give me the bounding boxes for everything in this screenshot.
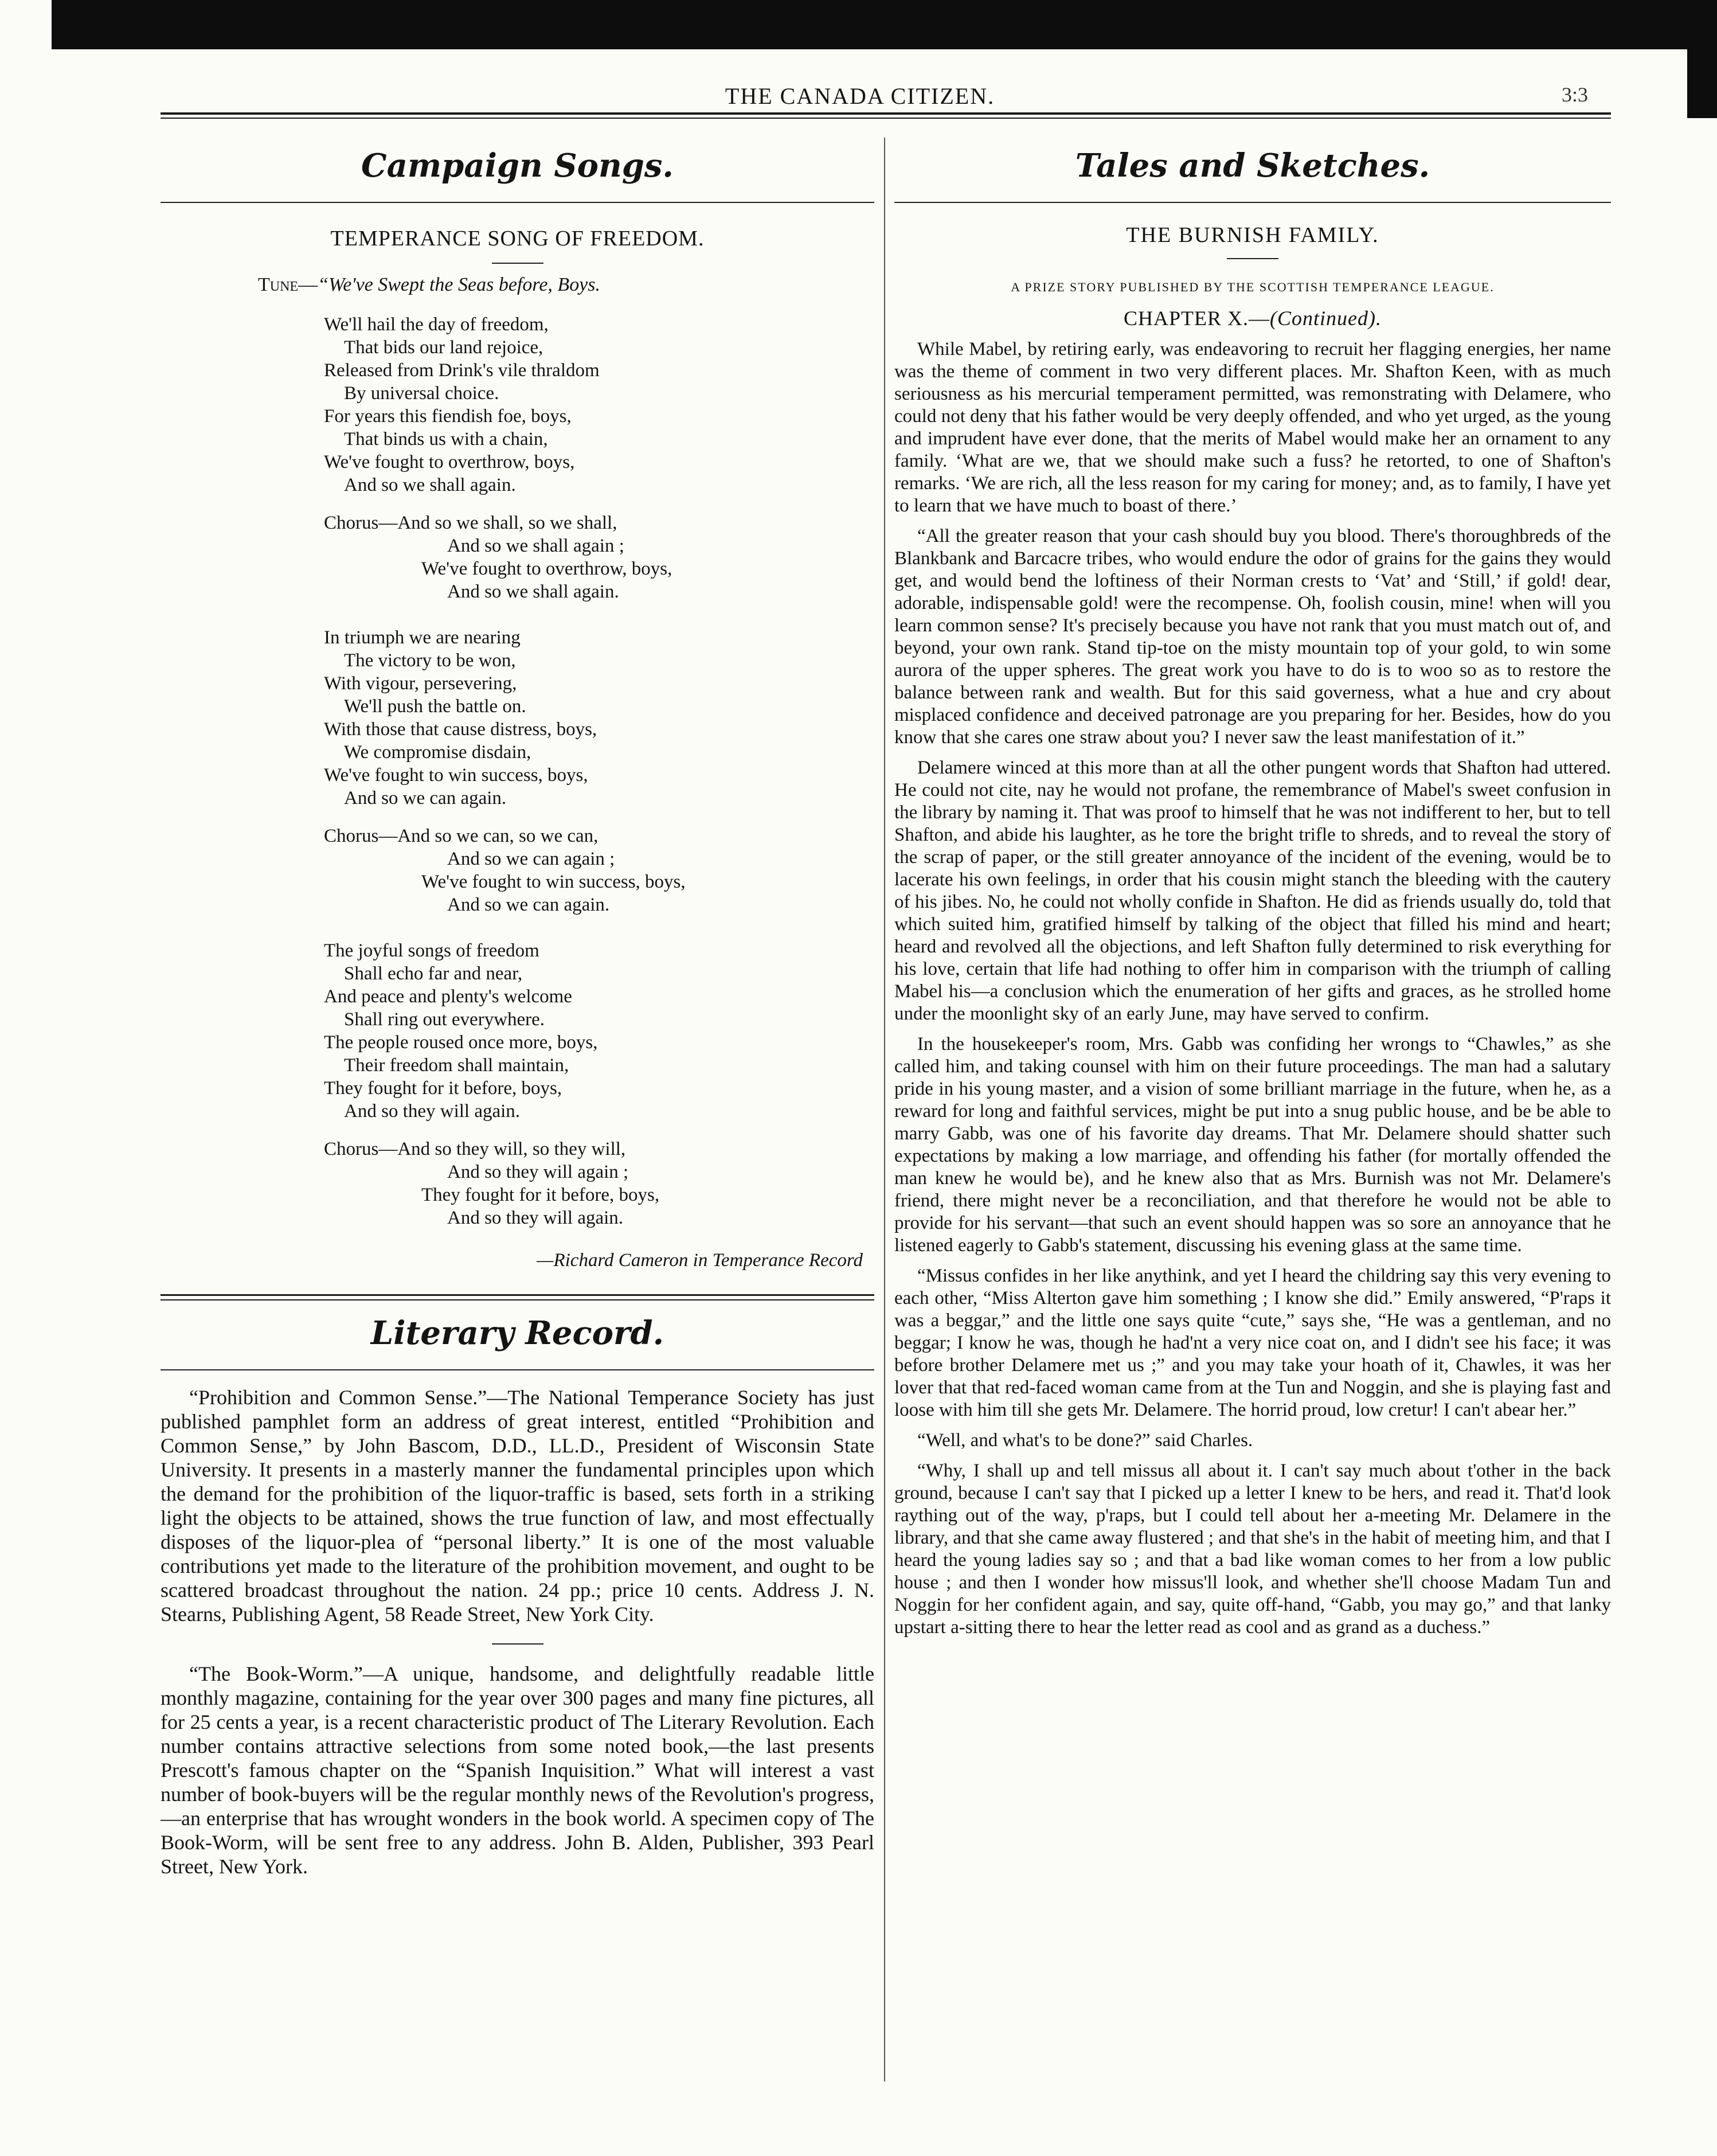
- verse-line: We've fought to win success, boys,: [324, 765, 588, 786]
- masthead-rule: [161, 112, 1611, 115]
- short-rule: [1227, 258, 1278, 259]
- short-rule: [492, 263, 543, 264]
- song-attribution: —Richard Cameron in Temperance Record: [537, 1250, 863, 1271]
- story-paragraph: While Mabel, by retiring early, was endeavoring to recruit her flagging energies, her name was the theme of comment in two very different places. Mr. Shafton Keen, with as much seriousness as his mercurial temperament permitted, was remonstrating with Delamere, who could not deny that his father would be very deeply offended, and who yet urged, as the young and imprudent have ever done, that the merits of Mabel would make her an ornament to any family. ‘What are we, that we should make such a fuss? he retorted, to one of Shafton's remarks. ‘We are rich, all the less reason for my caring for money; and, as to family, I have yet to learn that we have much to boast of there.’: [894, 339, 1611, 516]
- chorus-line: And so we can again.: [447, 895, 610, 915]
- stanza-2: [161, 626, 874, 810]
- chorus-line: Chorus—And so we shall, so we shall,: [324, 513, 617, 533]
- verse-line: We've fought to overthrow, boys,: [324, 452, 575, 472]
- verse-line: In triumph we are nearing: [324, 627, 521, 648]
- chorus-line: Chorus—And so they will, so they will,: [324, 1139, 626, 1159]
- right-column: [894, 126, 1611, 1647]
- verse-line: The people roused once more, boys,: [324, 1032, 598, 1053]
- verse-line: We'll hail the day of freedom,: [324, 314, 549, 335]
- verse-line: Shall ring out everywhere.: [344, 1009, 545, 1030]
- verse-line: And so we can again.: [344, 788, 507, 808]
- story-paragraph: “All the greater reason that your cash should buy you blood. There's thoroughbreds of the Blankbank and Barcacre tribes, who would endure the odor of grains for the gains they would get, and would bend the loftiness of their Norman crests to ‘Vat’ and ‘Still,’ if gold! dear, adorable, indispensable gold! were the recompense. Oh, foolish cousin, mine! when will you learn common sense? It's precisely because you have not rank that you must match out of, and beyond, your own rank. Stand tip-toe on the misty mountain top of your gold, to win some aurora of the upper spheres. The great work you have to do is to woo so as to restore the balance between rank and wealth. But for this said governess, what a hue and cry about misplaced confidence and deceived patronage are you preparing for her. Besides, how do you know that she cares one straw about you? I never saw the least manifestation of it.”: [894, 526, 1611, 748]
- literary-item-book-worm: “The Book-Worm.”—A unique, handsome, and delightfully readable little monthly magazine, containing for the year over 300 pages and many fine pictures, all for 25 cents a year, is a recent characteristic product of The Literary Revolution. Each number contains attractive selections from some noted book,—the last presents Prescott's famous chapter on the “Spanish Inquisition.” What will interest a vast number of book-buyers will be the regular monthly news of the Revolution's progress,—an enterprise that has wrought wonders in the book world. A specimen copy of The Book-Worm, will be sent free to any address. John B. Alden, Publisher, 393 Pearl Street, New York.: [161, 1662, 874, 1878]
- chorus-line: We've fought to win success, boys,: [421, 872, 686, 892]
- verse-line: Their freedom shall maintain,: [344, 1055, 569, 1076]
- section-rule: [161, 1369, 874, 1370]
- chapter-label: CHAPTER X.—: [1123, 307, 1270, 330]
- section-heading-campaign-songs: Campaign Songs.: [361, 147, 674, 185]
- left-column: [161, 126, 874, 1884]
- section-heading-literary-record: Literary Record.: [370, 1314, 664, 1352]
- chorus-3: [161, 1138, 874, 1229]
- chorus-line: We've fought to overthrow, boys,: [421, 558, 672, 579]
- story-paragraph: In the housekeeper's room, Mrs. Gabb was confiding her wrongs to “Chawles,” as she called him, and taking counsel with him on their future proceedings. The man had a salutary pride in his young master, and a vision of some brilliant marriage in the future, when he, as a reward for long and faithful services, might be put into a snug public house, and be be able to marry Gabb, was one of his favorite day dreams. That Mr. Delamere should shatter such expectations by making a low marriage, and offending his father (for mortally offended the man knew he would be), and he knew also that as Mrs. Burnish was not Mr. Delamere's friend, there might never be a reconciliation, and that therefore he would not be able to provide for his servant—that such an event should happen was so sore an annoyance that he listened eagerly to Gabb's statement, discussing his evening glass at the same time.: [894, 1034, 1611, 1256]
- story-paragraph: “Why, I shall up and tell missus all about it. I can't say much about t'other in the back ground, because I can't say that I picked up a letter I knew to be hers, and read it. That'd look raything out of the way, p'raps, but I could tell about her a-meeting Mr. Delamere in the library, and that she came away flustered ; and that she's in the habit of meeting him, and that I heard the young ladies say so ; and that a bad like woman comes to her from a low public house ; and then I wonder how missus'll look, and whether she'll choose Madam Tun and Noggin for her confident again, and say, quite off-hand, “Gabb, you may go,” and that lanky upstart a-sitting there to hear the letter read as cool and as grand as a duchess.”: [894, 1460, 1611, 1638]
- verse-line: Shall echo far and near,: [344, 963, 523, 984]
- section-rule: [161, 202, 874, 203]
- chorus-line: And so they will again.: [447, 1208, 624, 1228]
- song-title: TEMPERANCE SONG OF FREEDOM.: [330, 226, 705, 251]
- chorus-line: Chorus—And so we can, so we can,: [324, 826, 599, 846]
- section-heading-tales-and-sketches: Tales and Sketches.: [1075, 147, 1430, 185]
- scan-border-top: [52, 0, 1717, 49]
- chapter-heading: [894, 306, 1611, 330]
- verse-line: We compromise disdain,: [344, 742, 531, 763]
- stanza-1: [161, 313, 874, 497]
- chorus-1: [161, 511, 874, 603]
- verse-line: The joyful songs of freedom: [324, 940, 539, 961]
- verse-line: And peace and plenty's welcome: [324, 986, 572, 1007]
- literary-item-prohibition: “Prohibition and Common Sense.”—The National Temperance Society has just published pamphlet form an address of great interest, entitled “Prohibition and Common Sense,” by John Bascom, D.D., LL.D., President of Wisconsin State University. It presents in a masterly manner the fundamental principles upon which the demand for the prohibition of the liquor-traffic is based, sets forth in a striking light the objects to be attained, shows the true function of law, and most effectually disposes of the liquor-plea of “personal liberty.” It is one of the most valuable contributions yet made to the literature of the prohibition movement, and ought to be scattered broadcast throughout the nation. 24 pp.; price 10 cents. Address J. N. Stearns, Publishing Agent, 58 Reade Street, New York City.: [161, 1386, 874, 1626]
- section-divider: [161, 1294, 874, 1300]
- chorus-line: And so they will again ;: [447, 1162, 629, 1182]
- verse-line: For years this fiendish foe, boys,: [324, 406, 572, 427]
- chorus-line: They fought for it before, boys,: [421, 1185, 660, 1205]
- tune-label: Tune—: [258, 274, 318, 295]
- verse-line: The victory to be won,: [344, 650, 516, 671]
- masthead-rule-thin: [161, 118, 1611, 119]
- verse-line: We'll push the battle on.: [344, 696, 526, 717]
- story-title: THE BURNISH FAMILY.: [1126, 223, 1379, 247]
- verse-line: Released from Drink's vile thraldom: [324, 360, 600, 381]
- chorus-line: And so we shall again.: [447, 581, 619, 602]
- verse-line: And so we shall again.: [344, 475, 516, 495]
- tune-name: “We've Swept the Seas before, Boys.: [318, 274, 601, 295]
- newspaper-title: THE CANADA CITIZEN.: [725, 83, 995, 109]
- song-tune: [258, 274, 874, 296]
- chorus-line: And so we can again ;: [447, 849, 615, 869]
- story-paragraph: “Missus confides in her like anythink, and yet I heard the childring say this very evening to each other, “Miss Alterton gave him something ; I know she did.” Emily answered, “P'raps it was a beggar,” and the little one says quite “cute,” says she, “He was a gentleman, and no beggar; I know he was, though he had'nt a very nice coat on, and I didn't see his face; it was before brother Delamere met us ;” and you may take your hoath of it, Chawles, it was her lover that that red-faced woman came from at the Tun and Noggin, and she is playing fast and loose with him till she gets Mr. Delamere. The horrid proud, low cretur! I can't abear her.”: [894, 1266, 1611, 1420]
- verse-line: With those that cause distress, boys,: [324, 719, 597, 740]
- verse-line: With vigour, persevering,: [324, 673, 517, 694]
- verse-line: That binds us with a chain,: [344, 429, 548, 450]
- story-paragraph: “Well, and what's to be done?” said Charles.: [917, 1430, 1253, 1451]
- story-subtitle: A PRIZE STORY PUBLISHED BY THE SCOTTISH TEMPERANCE LEAGUE.: [1011, 280, 1495, 294]
- stanza-3: [161, 939, 874, 1123]
- section-rule: [894, 202, 1611, 203]
- story-paragraph: Delamere winced at this more than at all the other pungent words that Shafton had uttered. He could not cite, nay he would not profane, the remembrance of Mabel's sweet confusion in the library by naming it. That was proof to himself that he was not indifferent to her, but to tell Shafton, and abide his laughter, as he tore the bright trifle to shreds, and to reveal the story of the scrap of paper, or the still greater annoyance of the incident of the evening, would be to lacerate his own feelings, in order that his cousin might stanch the bleeding with the cautery of his jibes. No, he could not wholly confide in Shafton. He did as friends usually do, told that which suited him, gratified himself by talking of the object that filled his mind and heart; heard and revolved all the objections, and left Shafton fully determined to risk everything for his love, certain that life had nothing to offer him in comparison with the triumph of calling Mabel his—a conclusion which the enumeration of her gifts and graces, as he strolled home under the moonlight sky of an early June, may have served to confirm.: [894, 757, 1611, 1024]
- verse-line: They fought for it before, boys,: [324, 1078, 562, 1099]
- verse-line: By universal choice.: [344, 383, 499, 404]
- chorus-line: And so we shall again ;: [447, 536, 624, 556]
- page-number: 3:3: [1561, 83, 1588, 106]
- short-rule: [492, 1643, 543, 1645]
- verse-line: And so they will again.: [344, 1101, 521, 1122]
- chorus-2: [161, 825, 874, 916]
- column-divider: [884, 138, 885, 2081]
- verse-line: That bids our land rejoice,: [344, 337, 543, 358]
- chapter-note: (Continued).: [1270, 307, 1382, 330]
- scan-border-corner: [1687, 49, 1717, 118]
